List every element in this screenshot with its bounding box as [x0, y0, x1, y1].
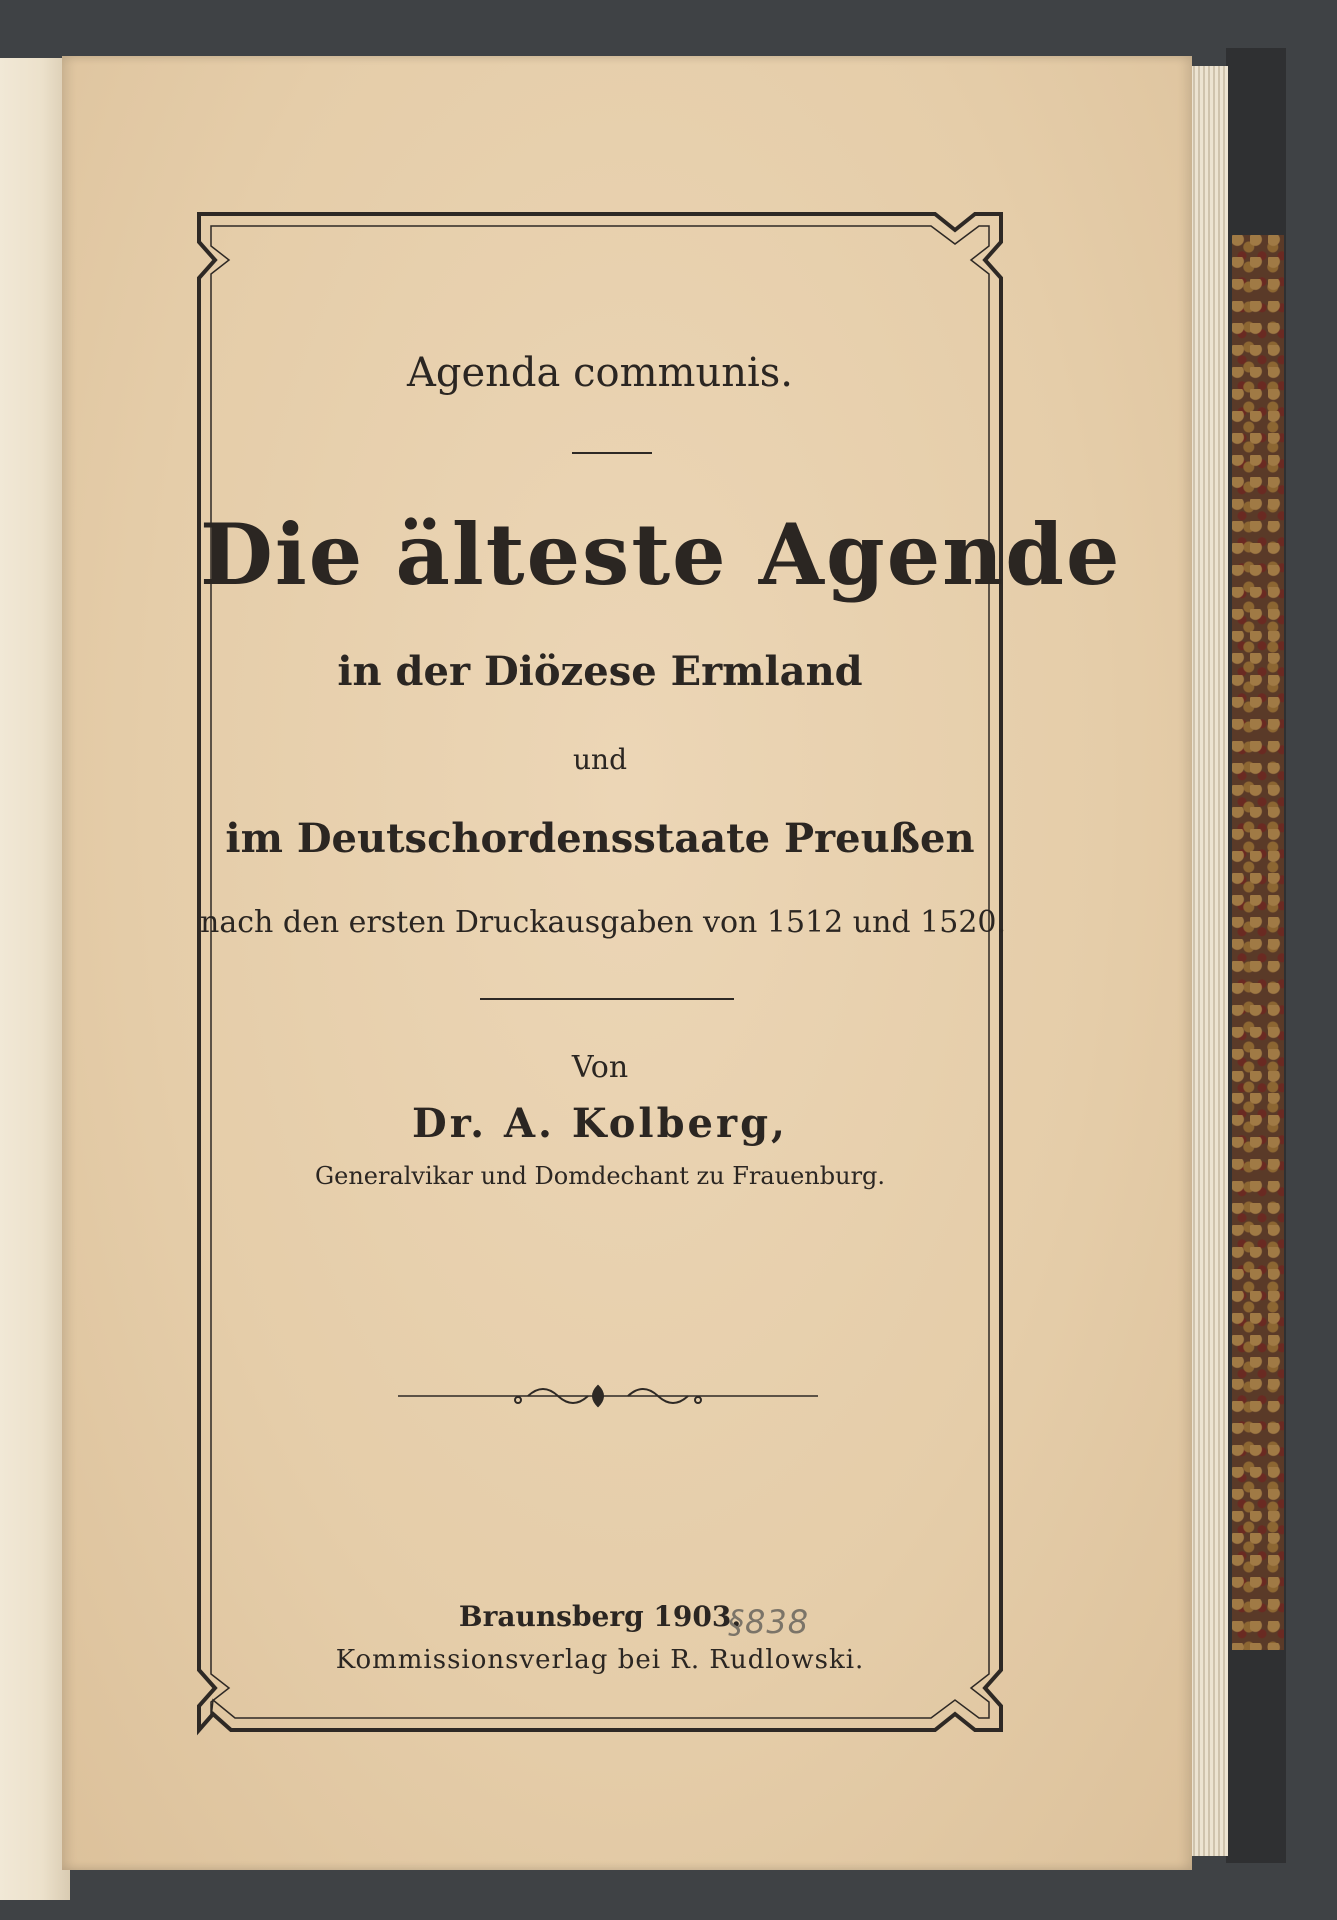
series-title: Agenda communis.: [407, 350, 793, 396]
author-title: Generalvikar und Domdechant zu Frauenburg.: [314, 1162, 886, 1190]
place-and-year: Braunsberg 1903.: [458, 1600, 742, 1633]
page-border-frame: [195, 208, 1122, 1738]
author-name: Dr. A. Kolberg,: [412, 1100, 788, 1147]
marbled-spine: [1232, 235, 1284, 1650]
publisher: Kommissionsverlag bei R. Rudlowski.: [335, 1645, 865, 1675]
ornament-divider: [398, 1378, 818, 1418]
subtitle-line-2: im Deutschordensstaate Preußen: [225, 815, 975, 862]
left-page-edge: [0, 58, 70, 1900]
long-rule: [480, 998, 734, 1000]
subtitle-line-1: in der Diözese Ermland: [337, 648, 863, 695]
handwritten-shelfmark: §838: [728, 1603, 810, 1641]
by-label: Von: [571, 1050, 629, 1085]
subtitle-line-3: nach den ersten Druckausgaben von 1512 und 1520.: [200, 905, 1007, 940]
page-stack-edge: [1188, 66, 1228, 1856]
short-rule: [572, 452, 652, 454]
main-title: Die älteste Agende: [200, 505, 1122, 604]
conjunction-text: und: [573, 743, 627, 776]
